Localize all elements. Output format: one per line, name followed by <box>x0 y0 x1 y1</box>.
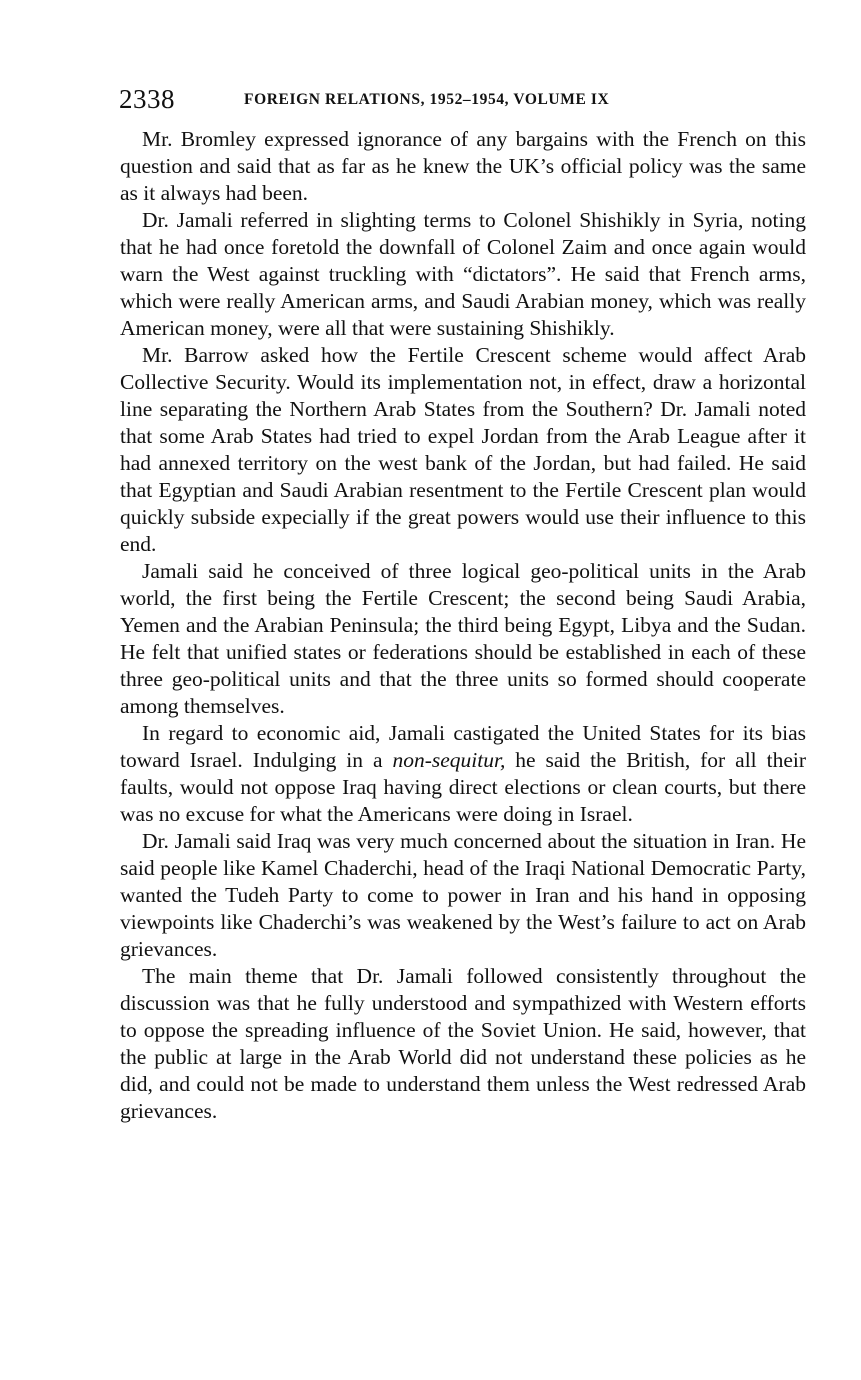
paragraph-barrow-fertile-crescent: Mr. Barrow asked how the Fertile Crescent scheme would affect Arab Collective Security. Would its implementation not, in effect, draw a horizontal line separating the Northern Arab States from the Southern? Dr. Jamali noted that some Arab States had tried to expel Jordan from the Arab League after it had annexed territory on the west bank of the Jordan, but had failed. He said that Egyptian and Saudi Arabian resentment to the Fertile Crescent plan would quickly subside expecially if the great powers would use their influence to this end. <box>120 343 806 556</box>
paragraph-iran-situation: Dr. Jamali said Iraq was very much concerned about the situation in Iran. He said people like Kamel Chaderchi, head of the Iraqi National Democratic Party, wanted the Tudeh Party to come to power in Iran and his hand in opposing viewpoints like Chaderchi’s was weakened by the West’s failure to act on Arab grievances. <box>120 829 806 961</box>
paragraph-main-theme: The main theme that Dr. Jamali followed consistently throughout the discussion was that he fully understood and sympathized with Western efforts to oppose the spreading influence of the Soviet Union. He said, however, that the public at large in the Arab World did not understand these policies as he did, and could not be made to understand them unless the West redressed Arab grievances. <box>120 964 806 1123</box>
italic-phrase: non-sequitur, <box>392 748 506 772</box>
page-number: 2338 <box>119 84 175 114</box>
page-header <box>119 84 809 114</box>
running-head: FOREIGN RELATIONS, 1952–1954, VOLUME IX <box>244 91 610 108</box>
paragraph-jamali-shishikly: Dr. Jamali referred in slighting terms to Colonel Shishikly in Syria, noting that he had once foretold the downfall of Colonel Zaim and once again would warn the West against truckling with “dictators”. He said that French arms, which were really American arms, and Saudi Arabian money, which was really American money, were all that were sustaining Shishikly. <box>120 208 806 340</box>
paragraph-bromley: Mr. Bromley expressed ignorance of any bargains with the French on this question and said that as far as he knew the UK’s official policy was the same as it always had been. <box>120 127 806 205</box>
paragraph-economic-aid-part-2: he said the British, for all their faults, would not oppose Iraq having direct elections or clean courts, but there was no excuse for what the Americans were doing in Israel. <box>120 748 807 826</box>
paragraph-economic-aid <box>120 720 806 828</box>
paragraph-geo-political-units: Jamali said he conceived of three logical geo-political units in the Arab world, the first being the Fertile Crescent; the second being Saudi Arabia, Yemen and the Arabian Peninsula; the third being Egypt, Libya and the Sudan. He felt that unified states or federations should be established in each of these three geo-political units and that the three units so formed should cooperate among themselves. <box>120 559 806 718</box>
body-text <box>120 126 806 1125</box>
paragraph-economic-aid-part-1: In regard to economic aid, Jamali castigated the United States for its bias toward Israel. Indulging in a <box>120 721 806 772</box>
